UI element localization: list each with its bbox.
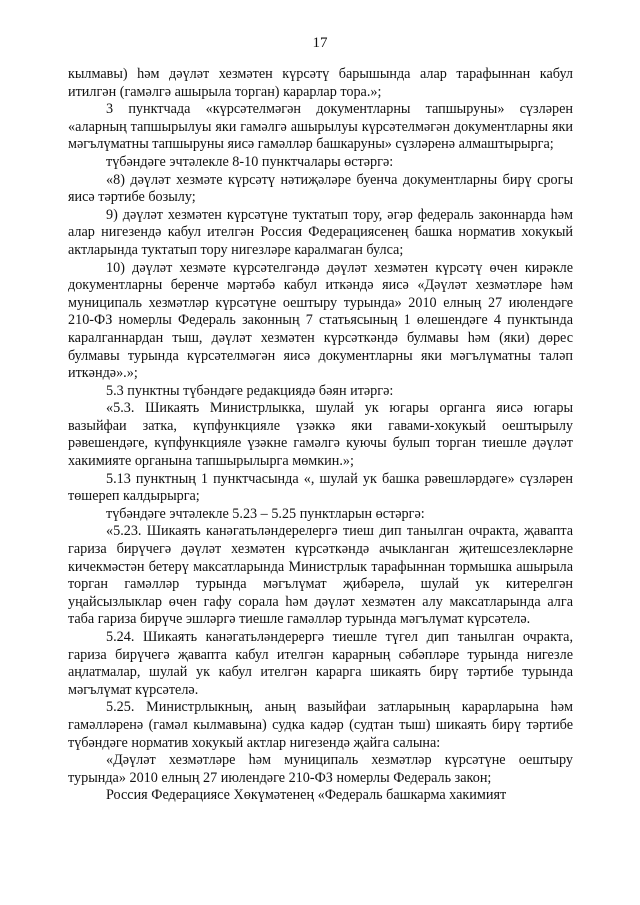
paragraph: түбәндәге эчтәлекле 8-10 пунктчалары өстәргә: [106,153,394,170]
paragraph: 10) дәүләт хезмәте күрсәтелгәндә дәүләт хезмәтен күрсәтү өчен кирәкле документларны беренче мәртәбә кабул иткәндә яисә «Дәүләт хезмәтләре һәм муниципаль хезмәтләр күрсәтүне оештыру турында» 2010 елның 27 июлендәге 210-ФЗ номерлы Федераль законның 7 статьясының 1 өлешендәге 4 пунктында каралганнардан тыш, дәүләт хезмәтен күрсәткәндә булмавы һәм (яки) дөрес булмавы турында күрсәтелмәгән яисә документларны яки мәгълүматны таләп иткәндә».»; [68,259,573,382]
paragraph: Россия Федерациясе Хөкүмәтенең «Федераль башкарма хакимият [106,787,507,804]
paragraph: «5.23. Шикаять канәгатьләндерелергә тиеш дип танылган очракта, җавапта гариза бирүчегә дәүләт хезмәтен күрсәткәндә ачыкланган җитешсезлекләрне кичекмәстән бетерү максатларында Министрлык тарафыннан тормышка ашырыла торган гамәлләр турында мәгълүмат җибәрелә, шулай ук китерелгән уңайсызлыклар өчен гафу сорала һәм дәүләт хезмәтен алу максатларында алга таба гариза бирүче эшләргә тиешле гамәлләр турында мәгълүмат күрсәтелә. [68,523,573,628]
paragraph: түбәндәге эчтәлекле 5.23 – 5.25 пунктларын өстәргә: [106,505,425,522]
paragraph: 5.3 пунктны түбәндәге редакциядә бәян итәргә: [106,382,394,399]
paragraph: 3 пунктчада «күрсәтелмәгән документларны тапшыруны» сүзләрен «аларның тапшырылуы яки гамәлгә ашырылуы күрсәтелмәгән документларны яки мәгълүматны тапшыруны яисә гамәлләр башкаруны» сүзләренә алмаштырырга; [68,101,573,153]
paragraph: «8) дәүләт хезмәте күрсәтү нәтиҗәләре буенча документларны бирү срогы яисә тәртибе бозылу; [68,171,573,206]
page-number: 17 [312,35,328,51]
paragraph: 5.24. Шикаять канәгатьләндерергә тиешле түгел дип танылган очракта, гариза бирүчегә җавапта кабул ителгән карарның сәбәпләре турында нигезле аңлатмалар, шулай ук кабул ителгән карарга шикаять бирү тәртибе турында мәгълүмат күрсәтелә. [68,629,573,698]
paragraph: 5.13 пунктның 1 пунктчасында «, шулай ук башка рәвешләрдәге» сүзләрен төшереп калдырырга; [68,470,573,505]
document-body [68,66,573,805]
paragraph: «Дәүләт хезмәтләре һәм муниципаль хезмәтләр күрсәтүне оештыру турында» 2010 елның 27 июлендәге 210-ФЗ номерлы Федераль закон; [68,752,573,786]
paragraph: кылмавы) һәм дәүләт хезмәтен күрсәтү барышында алар тарафыннан кабул итилгән (гамәлгә ашырыла торган) карарлар тора.»; [68,66,573,100]
paragraph: 5.25. Министрлыкның, аның вазыйфаи затларының карарларына һәм гамәлләренә (гамәл кылмавына) судка кадәр (судтан тыш) шикаять бирү тәртибе түбәндәге норматив хокукый актлар нигезендә җайга салына: [68,699,573,751]
paragraph: «5.3. Шикаять Министрлыкка, шулай ук югары органга яисә югары вазыйфаи затка, күпфункцияле үзәккә яки гавами-хокукый оештырылу рәвешендәге, күпфункцияле үзәкне гамәлгә куючы булып торган тиешле дәүләт хакимияте органына тапшырылырга мөмкин.»; [68,400,573,470]
paragraph: 9) дәүләт хезмәтен күрсәтүне туктатып тору, әгәр федераль законнарда һәм алар нигезендә кабул ителгән Россия Федерациясенең башка норматив хокукый актларында туктатып тору нигезләре каралмаган булса; [68,206,573,258]
